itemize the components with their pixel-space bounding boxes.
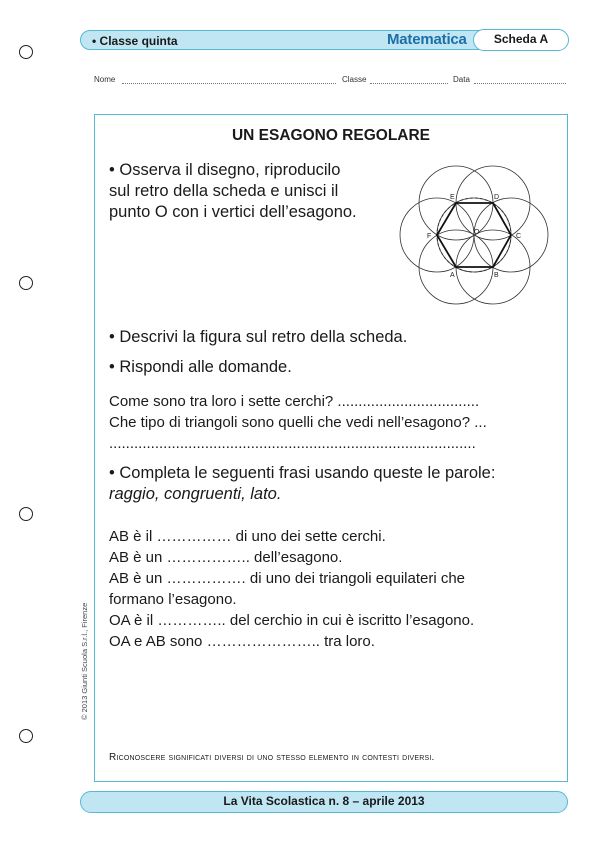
sentence-line: OA è il ………….. del cerchio in cui è iscritto l’esagono. [109,612,475,629]
binder-hole [19,276,33,290]
hexagon-circles-diagram [398,164,550,306]
vertex-label-a: A [450,272,455,279]
instruction-observe-line: sul retro della scheda e unisci il [109,182,339,200]
sheet-badge: Scheda A [473,29,569,51]
instruction-observe-line: • Osserva il disegno, riproducilo [109,161,341,179]
class-field[interactable] [370,83,448,84]
sentence-line: AB è un …………….. dell’esagono. [109,549,343,566]
vertex-label-b: B [494,272,499,279]
sentence-line: AB è un ……………. di uno dei triangoli equilateri che [109,570,466,587]
instruction-complete: • Completa le seguenti frasi usando queste le parole: [109,464,496,482]
vertex-label-e: E [450,194,455,201]
name-field[interactable] [122,83,336,84]
question-line: Che tipo di triangoli sono quelli che vedi nell’esagono? ... [109,414,487,431]
learning-objective: Riconoscere significati diversi di uno stesso elemento in contesti diversi. [109,752,435,763]
question-line: Come sono tra loro i sette cerchi? .................................. [109,393,480,410]
vertex-label-c: C [516,233,522,240]
binder-hole [19,45,33,59]
subject-title: Matematica [387,31,467,48]
date-label: Data [453,75,470,84]
instruction-describe: • Descrivi la figura sul retro della scheda. [109,328,408,346]
vertex-label-d: D [494,194,500,201]
class-field-label: Classe [342,75,367,84]
instruction-observe-line: punto O con i vertici dell’esagono. [109,203,357,221]
date-field[interactable] [474,83,566,84]
sentence-line: formano l’esagono. [109,591,237,608]
sentence-line: AB è il …………… di uno dei sette cerchi. [109,528,386,545]
vertex-label-f: F [427,233,432,240]
name-label: Nome [94,75,116,84]
word-list: raggio, congruenti, lato. [109,485,282,503]
binder-hole [19,507,33,521]
center-label-o: O [474,229,480,236]
sentence-line: OA e AB sono ………………….. tra loro. [109,633,375,650]
binder-hole [19,729,33,743]
instruction-answer: • Rispondi alle domande. [109,358,292,376]
question-answer-line: ........................................................................................ [109,435,476,452]
worksheet-title: UN ESAGONO REGOLARE [231,127,431,144]
publication-footer: La Vita Scolastica n. 8 – aprile 2013 [80,791,568,813]
copyright-notice: © 2013 Giunti Scuola S.r.l., Firenze [80,602,89,720]
class-label: • Classe quinta [92,34,178,48]
